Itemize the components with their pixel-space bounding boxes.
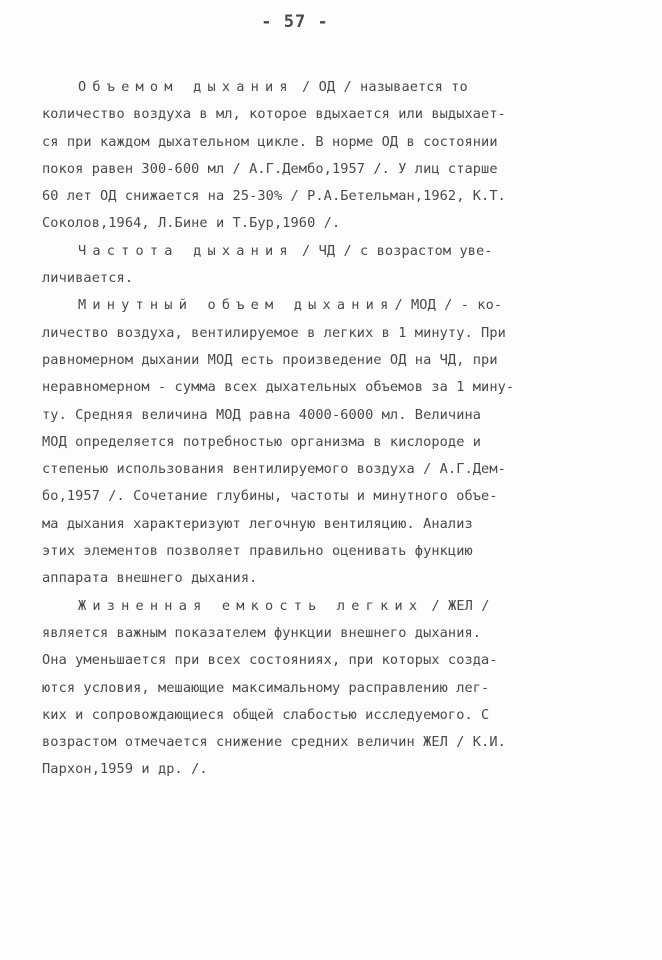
text-line: является важным показателем функции внешнего дыхания.	[42, 624, 482, 641]
text-line: ту. Средняя величина МОД равна 4000-6000 мл. Величина	[42, 406, 482, 423]
text-line: Объемом дыхания / ОД / называется то	[78, 79, 468, 95]
text-line: ся при каждом дыхательном цикле. В норме ОД в состоянии	[42, 133, 498, 150]
paragraph-respiratory-rate	[42, 238, 612, 293]
text-line: возрастом отмечается снижение средних величин ЖЕЛ / К.И.	[42, 734, 506, 751]
term-spaced: Минутный объем дыхания	[78, 297, 395, 314]
text-line: бо,1957 /. Сочетание глубины, частоты и минутного объе-	[42, 488, 498, 505]
text-line: ются условия, мешающие максимальному расправлению лег-	[42, 679, 490, 696]
text-line: ма дыхания характеризуют легочную вентиляцию. Анализ	[42, 515, 473, 532]
text-line: Пархон,1959 и др. /.	[42, 761, 208, 778]
text-line: покоя равен 300-600 мл / А.Г.Дембо,1957 /. У лиц старше	[42, 160, 498, 177]
text-line: равномерном дыхании МОД есть произведение ОД на ЧД, при	[42, 351, 498, 368]
term-spaced: Частота дыхания	[78, 242, 294, 259]
text-line: Она уменьшается при всех состояниях, при которых созда-	[42, 652, 498, 669]
term-spaced: Жизненная емкость легких	[78, 597, 424, 614]
text-line: 60 лет ОД снижается на 25-30% / Р.А.Бетельман,1962, К.Т.	[42, 188, 506, 205]
body-text	[42, 74, 612, 784]
text-line: Соколов,1964, Л.Бине и Т.Бур,1960 /.	[42, 215, 341, 232]
text-line: количество воздуха в мл, которое вдыхается или выдыхает-	[42, 106, 506, 123]
text-line: личивается.	[42, 270, 134, 287]
term-spaced: Объемом дыхания	[78, 79, 294, 95]
text-line: МОД определяется потребностью организма в кислороде и	[42, 433, 482, 450]
text-line: степенью использования вентилируемого воздуха / А.Г.Дем-	[42, 461, 506, 478]
text-line: ких и сопровождающиеся общей слабостью исследуемого. С	[42, 706, 490, 723]
text-line: этих элементов позволяет правильно оценивать функцию	[42, 543, 473, 560]
text-line: Минутный объем дыхания/ МОД / - ко-	[78, 297, 503, 314]
paragraph-minute-volume	[42, 292, 612, 592]
paragraph-vital-capacity	[42, 593, 612, 784]
text-line: личество воздуха, вентилируемое в легких в 1 минуту. При	[42, 324, 506, 341]
text-line: неравномерном - сумма всех дыхательных объемов за 1 мину-	[42, 379, 515, 396]
page-number: - 57 -	[261, 12, 329, 32]
text-line: аппарата внешнего дыхания.	[42, 570, 258, 587]
text-line: Частота дыхания / ЧД / с возрастом уве-	[78, 242, 493, 259]
text-line: Жизненная емкость легких / ЖЕЛ /	[78, 597, 490, 614]
paragraph-tidal-volume	[42, 74, 612, 238]
